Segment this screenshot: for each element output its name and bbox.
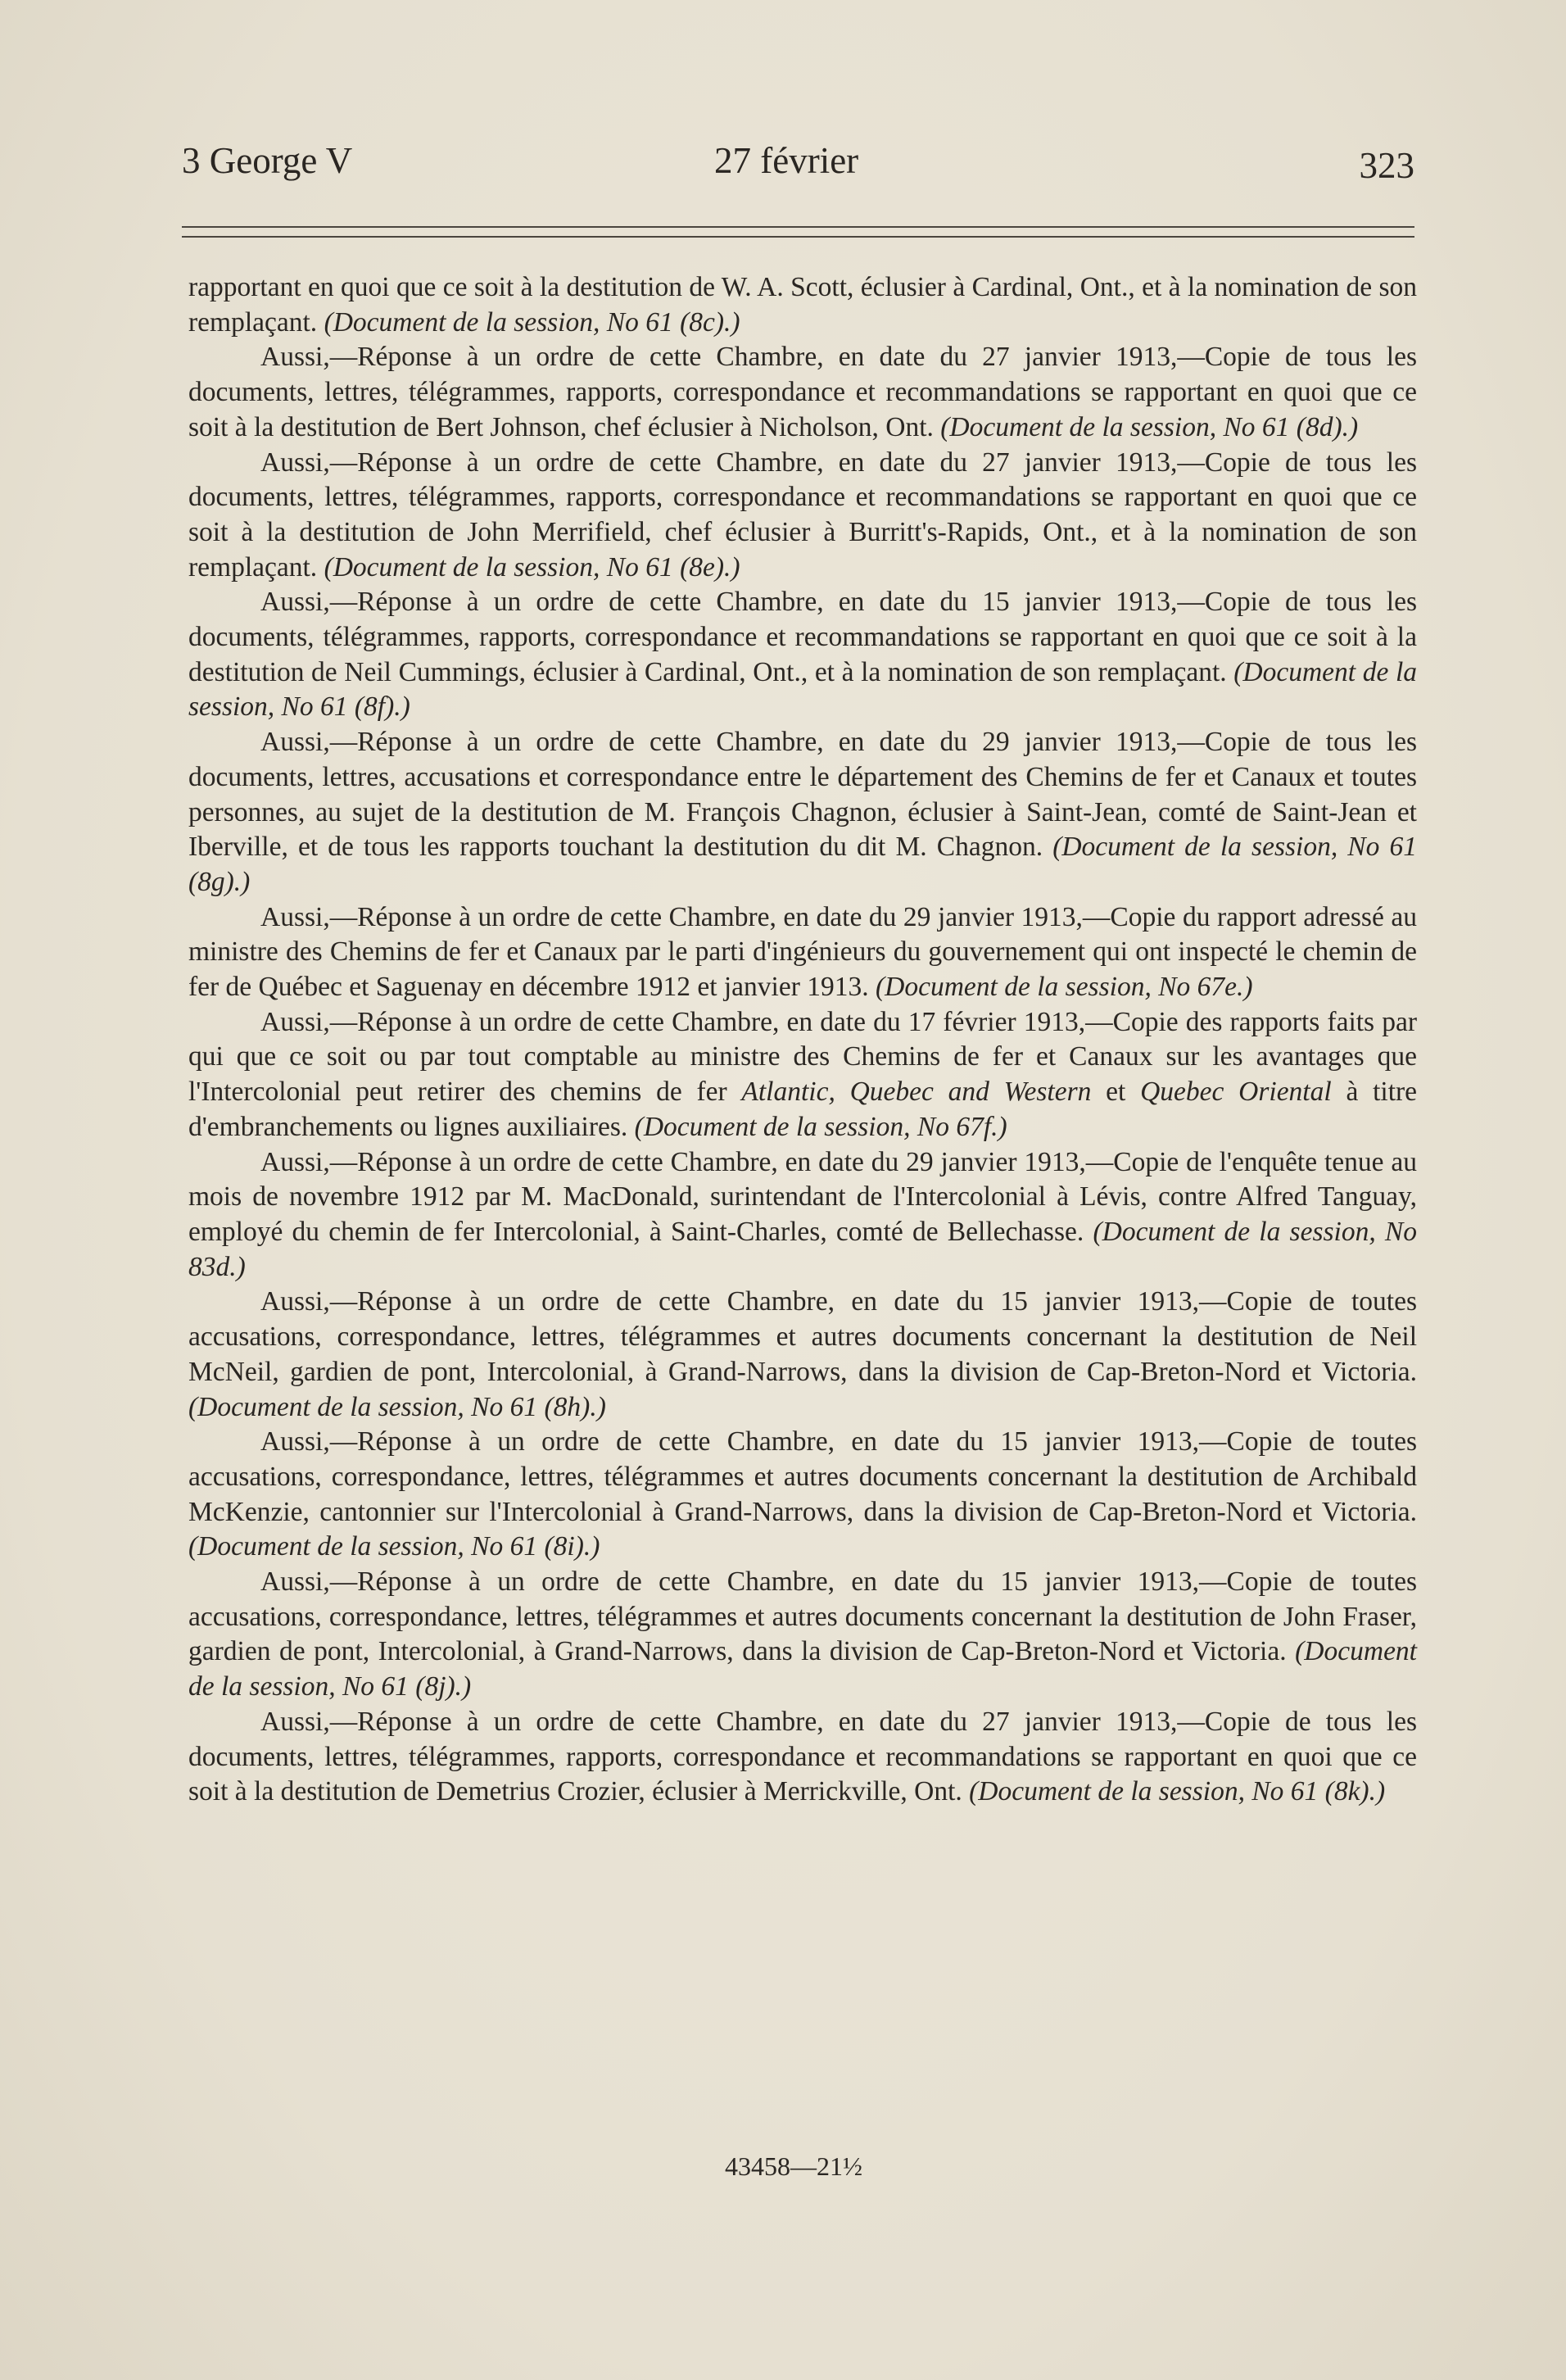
paragraph: Aussi,—Réponse à un ordre de cette Chambre, en date du 27 janvier 1913,—Copie de tous les documents, lettres, télégrammes, rapports, correspondance et recommandations se rapportant en quoi que ce soit à la destitution de Bert Johnson, chef éclusier à Nicholson, Ont. (Document de la session, No 61 (8d).) [188,342,1417,442]
railway-name: Atlantic, Quebec and Western [741,1077,1092,1108]
header-regnal-year: 3 George V [182,140,353,181]
page-header [182,139,1414,197]
paragraph: Aussi,—Réponse à un ordre de cette Chambre, en date du 15 janvier 1913,—Copie de toutes accusations, correspondance, lettres, télégrammes et autres documents concernant la destitution de Neil McNeil, gardien de pont, Intercolonial, à Grand-Narrows, dans la division de Cap-Breton-Nord et Victoria. (Document de la session, No 61 (8h).) [188,1286,1417,1422]
paragraph: Aussi,—Réponse à un ordre de cette Chambre, en date du 29 janvier 1913,—Copie de l'enquête tenue au mois de novembre 1912 par M. MacDonald, surintendant de l'Intercolonial à Lévis, contre Alfred Tanguay, employé du chemin de fer Intercolonial, à Saint-Charles, comté de Bellechasse. (Document de la session, No 83d.) [188,1146,1417,1282]
paragraph: Aussi,—Réponse à un ordre de cette Chambre, en date du 27 janvier 1913,—Copie de tous les documents, lettres, télégrammes, rapports, correspondance et recommandations se rapportant en quoi que ce soit à la destitution de Demetrius Crozier, éclusier à Merrickville, Ont. (Document de la session, No 61 (8k).) [188,1706,1417,1807]
document-reference: (Document de la session, No 61 (8c).) [324,306,740,338]
document-body [188,270,1417,1810]
paragraph: Aussi,—Réponse à un ordre de cette Chambre, en date du 29 janvier 1913,—Copie de tous les documents, lettres, accusations et correspondance entre le département des Chemins de fer et Canaux et toutes personnes, au sujet de la destitution de M. François Chagnon, éclusier à Saint-Jean, comté de Saint-Jean et Iberville, et de tous les rapports touchant la destitution du dit M. Chagnon. (Document de la session, No 61 (8g).) [188,727,1418,897]
document-reference: (Document de la session, No 61 (8d).) [940,411,1359,442]
paragraph: Aussi,—Réponse à un ordre de cette Chambre, en date du 15 janvier 1913,—Copie de toutes accusations, correspondance, lettres, télégrammes et autres documents concernant la destitution de John Fraser, gardien de pont, Intercolonial, à Grand-Narrows, dans la division de Cap-Breton-Nord et Victoria. (Document de la session, No 61 (8j).) [188,1566,1417,1702]
paragraph: Aussi,—Réponse à un ordre de cette Chambre, en date du 29 janvier 1913,—Copie du rapport adressé au ministre des Chemins de fer et Canaux par le parti d'ingénieurs du gouvernement qui ont inspecté le chemin de fer de Québec et Saguenay en décembre 1912 et janvier 1913. (Document de la session, No 67e.) [188,901,1417,1003]
header-rule-bottom [182,236,1414,238]
document-reference: (Document de la session, No 61 (8e).) [324,551,740,583]
paragraph: rapportant en quoi que ce soit à la destitution de W. A. Scott, éclusier à Cardinal, Ont., et à la nomination de son remplaçant. (Document de la session, No 61 (8c).) [188,272,1417,338]
paragraph: Aussi,—Réponse à un ordre de cette Chambre, en date du 27 janvier 1913,—Copie de tous les documents, lettres, télégrammes, rapports, correspondance et recommandations se rapportant en quoi que ce soit à la destitution de John Merrifield, chef éclusier à Burritt's-Rapids, Ont., et à la nomination de son remplaçant. (Document de la session, No 61 (8e).) [188,447,1417,583]
header-rule-top [182,226,1414,228]
page-number: 323 [1359,145,1414,186]
printer-signature: 43458—21½ [725,2151,862,2181]
railway-name: Quebec Oriental [1140,1077,1332,1108]
document-reference: (Document de la session, No 61 (8j).) [188,1636,1417,1702]
document-reference: (Document de la session, No 67e.) [876,972,1253,1003]
paragraph: Aussi,—Réponse à un ordre de cette Chambre, en date du 15 janvier 1913,—Copie de tous les documents, télégrammes, rapports, correspondance et recommandations se rapportant en quoi que ce soit à la destitution de Neil Cummings, éclusier à Cardinal, Ont., et à la nomination de son remplaçant. (Document de la session, No 61 (8f).) [188,587,1418,723]
document-reference: (Document de la session, No 61 (8i).) [188,1531,600,1562]
document-reference: (Document de la session, No 61 (8g).) [188,832,1418,897]
document-reference: (Document de la session, No 83d.) [188,1216,1417,1282]
header-date: 27 février [714,140,859,181]
document-reference: (Document de la session, No 67f.) [634,1111,1007,1142]
paragraph: Aussi,—Réponse à un ordre de cette Chambre, en date du 15 janvier 1913,—Copie de toutes accusations, correspondance, lettres, télégrammes et autres documents concernant la destitution de Archibald McKenzie, cantonnier sur l'Intercolonial à Grand-Narrows, dans la division de Cap-Breton-Nord et Victoria. (Document de la session, No 61 (8i).) [188,1426,1417,1562]
document-reference: (Document de la session, No 61 (8f).) [188,656,1418,723]
document-reference: (Document de la session, No 61 (8k).) [969,1776,1386,1807]
document-reference: (Document de la session, No 61 (8h).) [188,1391,606,1422]
paragraph: Aussi,—Réponse à un ordre de cette Chambre, en date du 17 février 1913,—Copie des rapports faits par qui que ce soit ou par tout comptable au ministre des Chemins de fer et Canaux sur les avantages que l'Intercolonial peut retirer des chemins de fer Atlantic, Quebec and Western et Quebec Oriental à titre d'embranchements ou lignes auxiliaires. (Document de la session, No 67f.) [188,1006,1418,1142]
